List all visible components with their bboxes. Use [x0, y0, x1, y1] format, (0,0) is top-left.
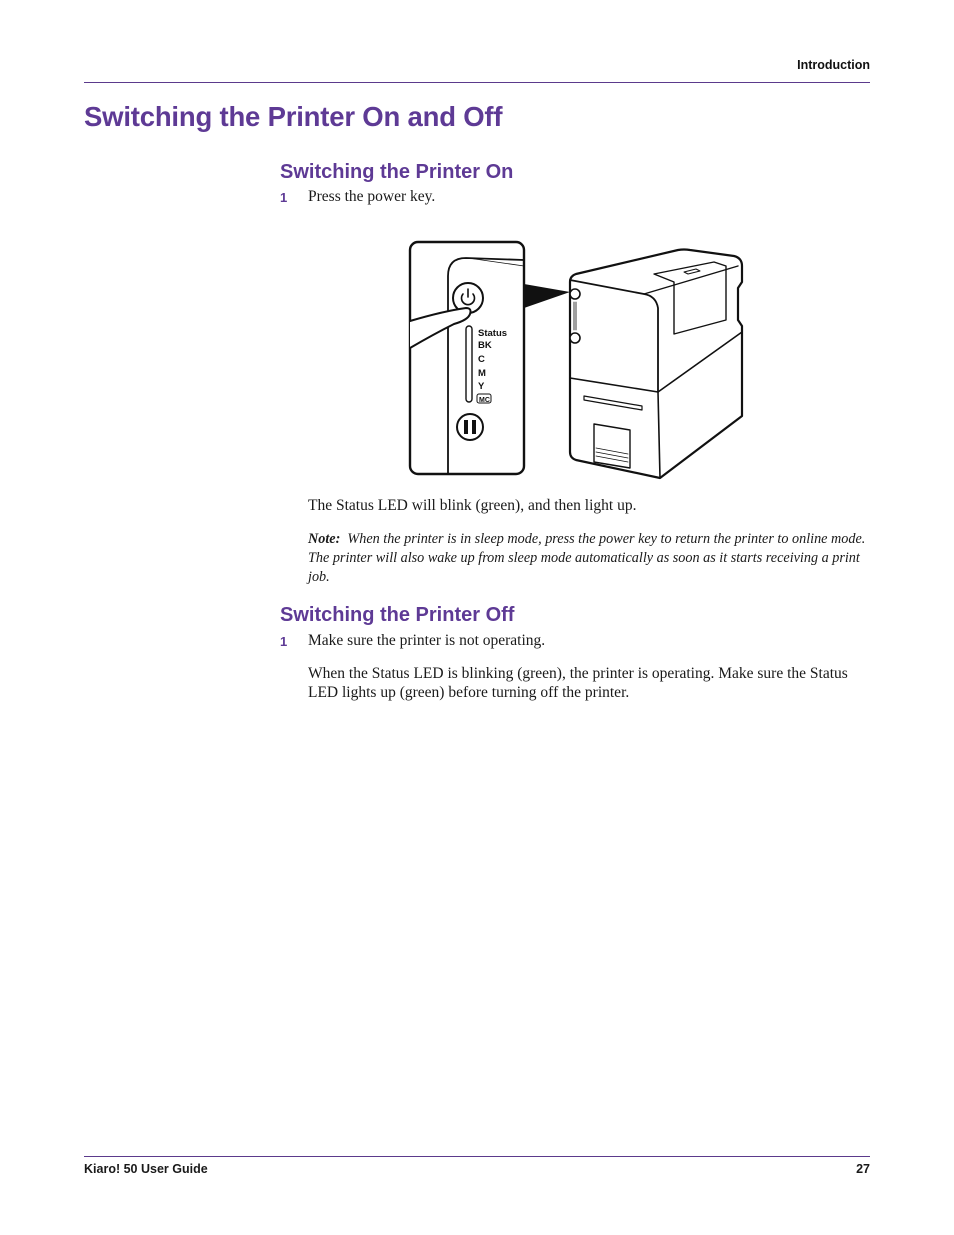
- svg-text:MC: MC: [479, 397, 490, 404]
- footer-rule: [84, 1156, 870, 1157]
- panel-label-m: M: [478, 368, 486, 379]
- note-text: When the printer is in sleep mode, press the power key to return the printer to online mode. The printer will also wake up from sleep mode automatically as soon as it starts receiving a print job.: [308, 531, 866, 585]
- step-number: 1: [280, 190, 288, 205]
- detail-text: When the Status LED is blinking (green), the printer is operating. Make sure the Status LED lights up (green) before turning off the printer.: [308, 665, 848, 701]
- step-text: Make sure the printer is not operating.: [308, 632, 546, 649]
- page-number: 27: [856, 1162, 870, 1176]
- step-on-1: [280, 188, 435, 206]
- section-title-off: Switching the Printer Off: [280, 604, 515, 626]
- panel-label-y: Y: [478, 381, 485, 392]
- step-number: 1: [280, 634, 288, 649]
- panel-label-bk: BK: [478, 340, 492, 351]
- step-text: Press the power key.: [308, 188, 436, 205]
- result-text: The Status LED will blink (green), and then light up.: [308, 497, 637, 514]
- footer-guide-title: Kiaro! 50 User Guide: [84, 1162, 208, 1176]
- printer-illustration-icon: [404, 236, 750, 486]
- step-off-1: [280, 632, 545, 650]
- page-title: Switching the Printer On and Off: [84, 101, 503, 132]
- note-label: Note:: [308, 531, 341, 547]
- running-header: Introduction: [797, 58, 870, 72]
- note: [308, 530, 870, 587]
- section-title-on: Switching the Printer On: [280, 161, 514, 183]
- panel-label-status: Status: [478, 328, 508, 339]
- printer-figure: [404, 236, 750, 486]
- panel-label-c: C: [478, 354, 485, 365]
- header-rule: [84, 82, 870, 83]
